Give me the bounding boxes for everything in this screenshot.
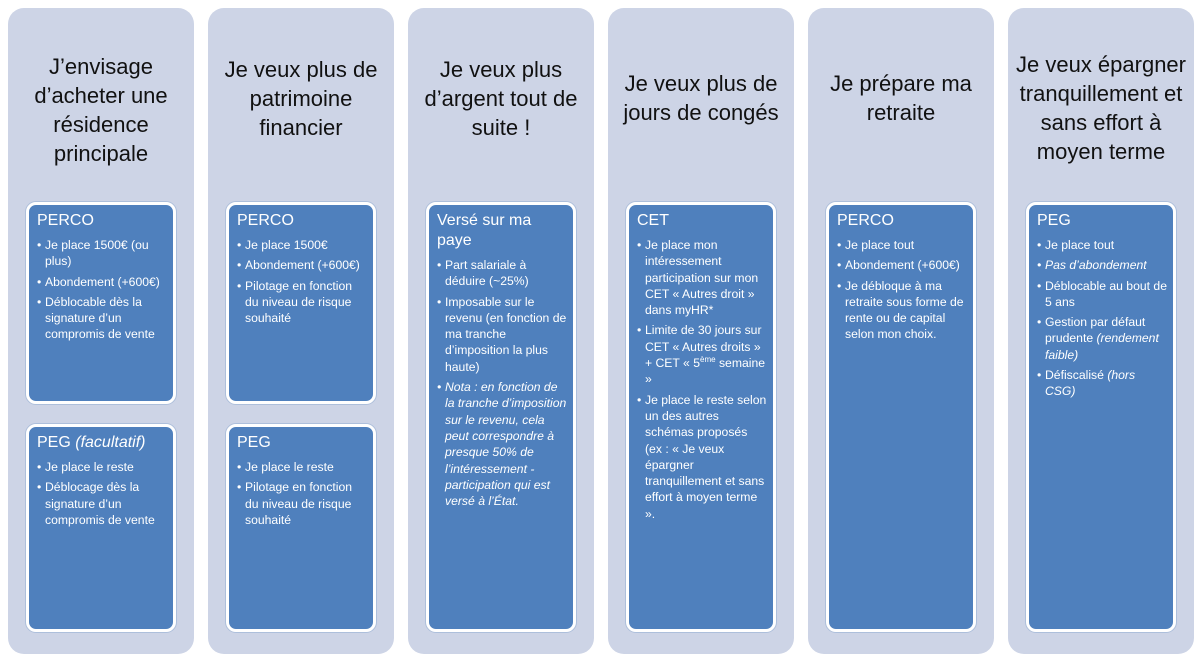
list-item: • Abondement (+600€): [37, 274, 167, 290]
card-title: PEG: [237, 434, 271, 451]
list-item: • Je place tout: [1037, 237, 1167, 253]
card-title: Versé sur ma paye: [437, 212, 532, 249]
list-item: • Part salariale à déduire (~25%): [437, 257, 567, 290]
card-title-note: (facultatif): [75, 434, 146, 451]
list-item: • Je place mon intéressement participation sur mon CET « Autres droit » dans myHR*: [637, 237, 767, 318]
column-title: J’envisage d’acheter une résidence principale: [34, 54, 168, 166]
column-title: Je veux plus d’argent tout de suite !: [424, 56, 578, 140]
column-patrimoine: [208, 8, 394, 654]
card-peg: [226, 424, 376, 632]
list-item: • Je place 1500€ (ou plus): [37, 237, 167, 270]
list-item: • Abondement (+600€): [237, 257, 367, 273]
card-cet: [626, 202, 776, 632]
card-title: PERCO: [237, 212, 294, 229]
list-item-text: Gestion par défaut prudente: [1045, 315, 1146, 346]
card-perco: [26, 202, 176, 404]
card-title: PERCO: [37, 212, 94, 229]
list-item: • Je place le reste selon un des autres schémas proposés (ex : « Je veux épargner tranquillement et sans effort à moyen terme ».: [637, 392, 767, 522]
column-title: Je prépare ma retraite: [830, 71, 972, 125]
list-item: • Pilotage en fonction du niveau de risque souhaité: [237, 479, 367, 528]
column-epargne: [1008, 8, 1194, 654]
list-item: • Je débloque à ma retraite sous forme de rente ou de capital selon mon choix.: [837, 278, 967, 343]
list-item: • Imposable sur le revenu (en fonction de ma tranche d’imposition la plus haute): [437, 294, 567, 375]
column-title: Je veux épargner tranquillement et sans effort à moyen terme: [1016, 52, 1186, 164]
card-title: [37, 433, 167, 453]
list-item: • Je place 1500€: [237, 237, 367, 253]
list-item: [1037, 314, 1167, 363]
column-argent: [408, 8, 594, 654]
list-item: • Je place le reste: [237, 459, 367, 475]
column-retraite: [808, 8, 994, 654]
superscript: ème: [700, 355, 716, 365]
list-item: • Je place tout: [837, 237, 967, 253]
card-perco: [226, 202, 376, 404]
list-item: • Abondement (+600€): [837, 257, 967, 273]
column-residence: [8, 8, 194, 654]
list-item-text: Limite de 30 jours sur CET « Autres droits » + CET « 5: [645, 323, 762, 371]
list-item-text: Défiscalisé: [1045, 368, 1108, 383]
card-title: CET: [637, 212, 669, 229]
card-title: PERCO: [837, 212, 894, 229]
list-item: • Pas d’abondement: [1037, 257, 1167, 273]
list-item-note: (hors CSG): [1045, 368, 1136, 399]
card-peg: [1026, 202, 1176, 632]
card-perco: [826, 202, 976, 632]
list-item: • Je place le reste: [37, 459, 167, 475]
card-title: PEG: [1037, 212, 1071, 229]
card-peg: [26, 424, 176, 632]
list-item: [637, 322, 767, 387]
column-title: Je veux plus de patrimoine financier: [224, 56, 378, 140]
card-title-main: PEG: [37, 434, 71, 451]
list-item: • Déblocage dès la signature d’un compromis de vente: [37, 479, 167, 528]
list-item-text: semaine »: [645, 356, 766, 387]
column-title: Je veux plus de jours de congés: [623, 71, 779, 125]
list-item: • Déblocable dès la signature d’un compromis de vente: [37, 294, 167, 343]
list-item: [1037, 367, 1167, 400]
list-item: • Pilotage en fonction du niveau de risque souhaité: [237, 278, 367, 327]
card-paye: [426, 202, 576, 632]
list-item-note: (rendement faible): [1045, 331, 1159, 362]
column-conges: [608, 8, 794, 654]
list-item: • Nota : en fonction de la tranche d’imposition sur le revenu, cela peut correspondre à presque 50% de l’intéressement - participation qui est versé à l’État.: [437, 379, 567, 509]
list-item: • Déblocable au bout de 5 ans: [1037, 278, 1167, 311]
